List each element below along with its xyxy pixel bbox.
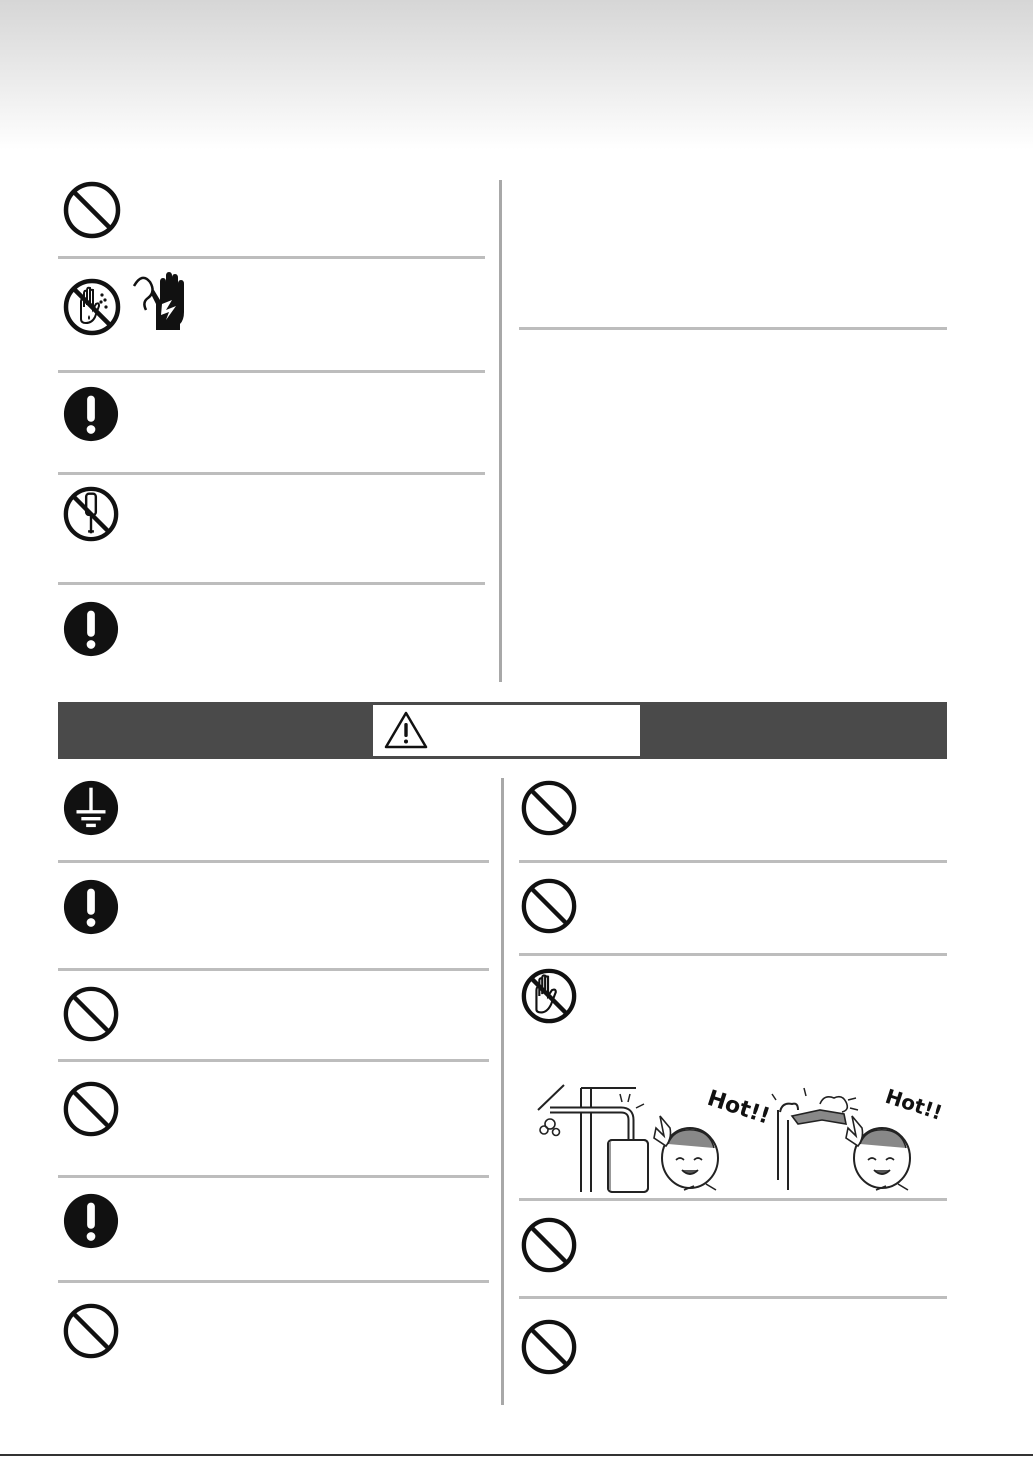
ground-icon bbox=[62, 779, 120, 837]
section-divider bbox=[58, 582, 485, 585]
section-divider bbox=[519, 1296, 947, 1299]
mandatory-icon bbox=[62, 600, 120, 658]
page-bottom-rule bbox=[0, 1454, 1033, 1456]
section-divider bbox=[519, 327, 947, 330]
hot-label-left: Hot!! bbox=[704, 1085, 773, 1130]
prohibited-icon bbox=[520, 779, 578, 837]
section-divider bbox=[519, 1198, 947, 1201]
prohibited-icon bbox=[62, 180, 122, 240]
electric-shock-hand-icon bbox=[130, 270, 190, 334]
prohibited-icon bbox=[62, 985, 120, 1043]
column-divider bbox=[499, 180, 502, 682]
section-divider bbox=[519, 953, 947, 956]
prohibited-icon bbox=[520, 877, 578, 935]
section-divider bbox=[519, 860, 947, 863]
warning-triangle-icon bbox=[383, 710, 429, 755]
section-divider bbox=[58, 370, 485, 373]
hot-label-right: Hot!! bbox=[882, 1083, 946, 1125]
section-divider bbox=[58, 1059, 489, 1062]
prohibited-icon bbox=[520, 1216, 578, 1274]
section-divider bbox=[58, 1175, 489, 1178]
prohibited-icon bbox=[520, 1318, 578, 1376]
prohibited-icon bbox=[62, 1080, 120, 1138]
mandatory-icon bbox=[62, 1192, 120, 1250]
section-divider bbox=[58, 968, 489, 971]
mandatory-icon bbox=[62, 385, 120, 443]
section-divider bbox=[58, 472, 485, 475]
no-disassembly-icon bbox=[62, 485, 120, 543]
no-wet-hands-icon bbox=[62, 277, 122, 337]
header-band bbox=[0, 0, 1033, 150]
prohibited-icon bbox=[62, 1302, 120, 1360]
section-divider bbox=[58, 860, 489, 863]
hot-pipe-illustration-left bbox=[536, 1080, 773, 1200]
section-divider bbox=[58, 256, 485, 259]
column-divider bbox=[501, 778, 504, 1405]
do-not-touch-icon bbox=[520, 967, 578, 1025]
mandatory-icon bbox=[62, 878, 120, 936]
section-divider bbox=[58, 1280, 489, 1283]
hot-pipe-illustration-right bbox=[772, 1080, 946, 1200]
